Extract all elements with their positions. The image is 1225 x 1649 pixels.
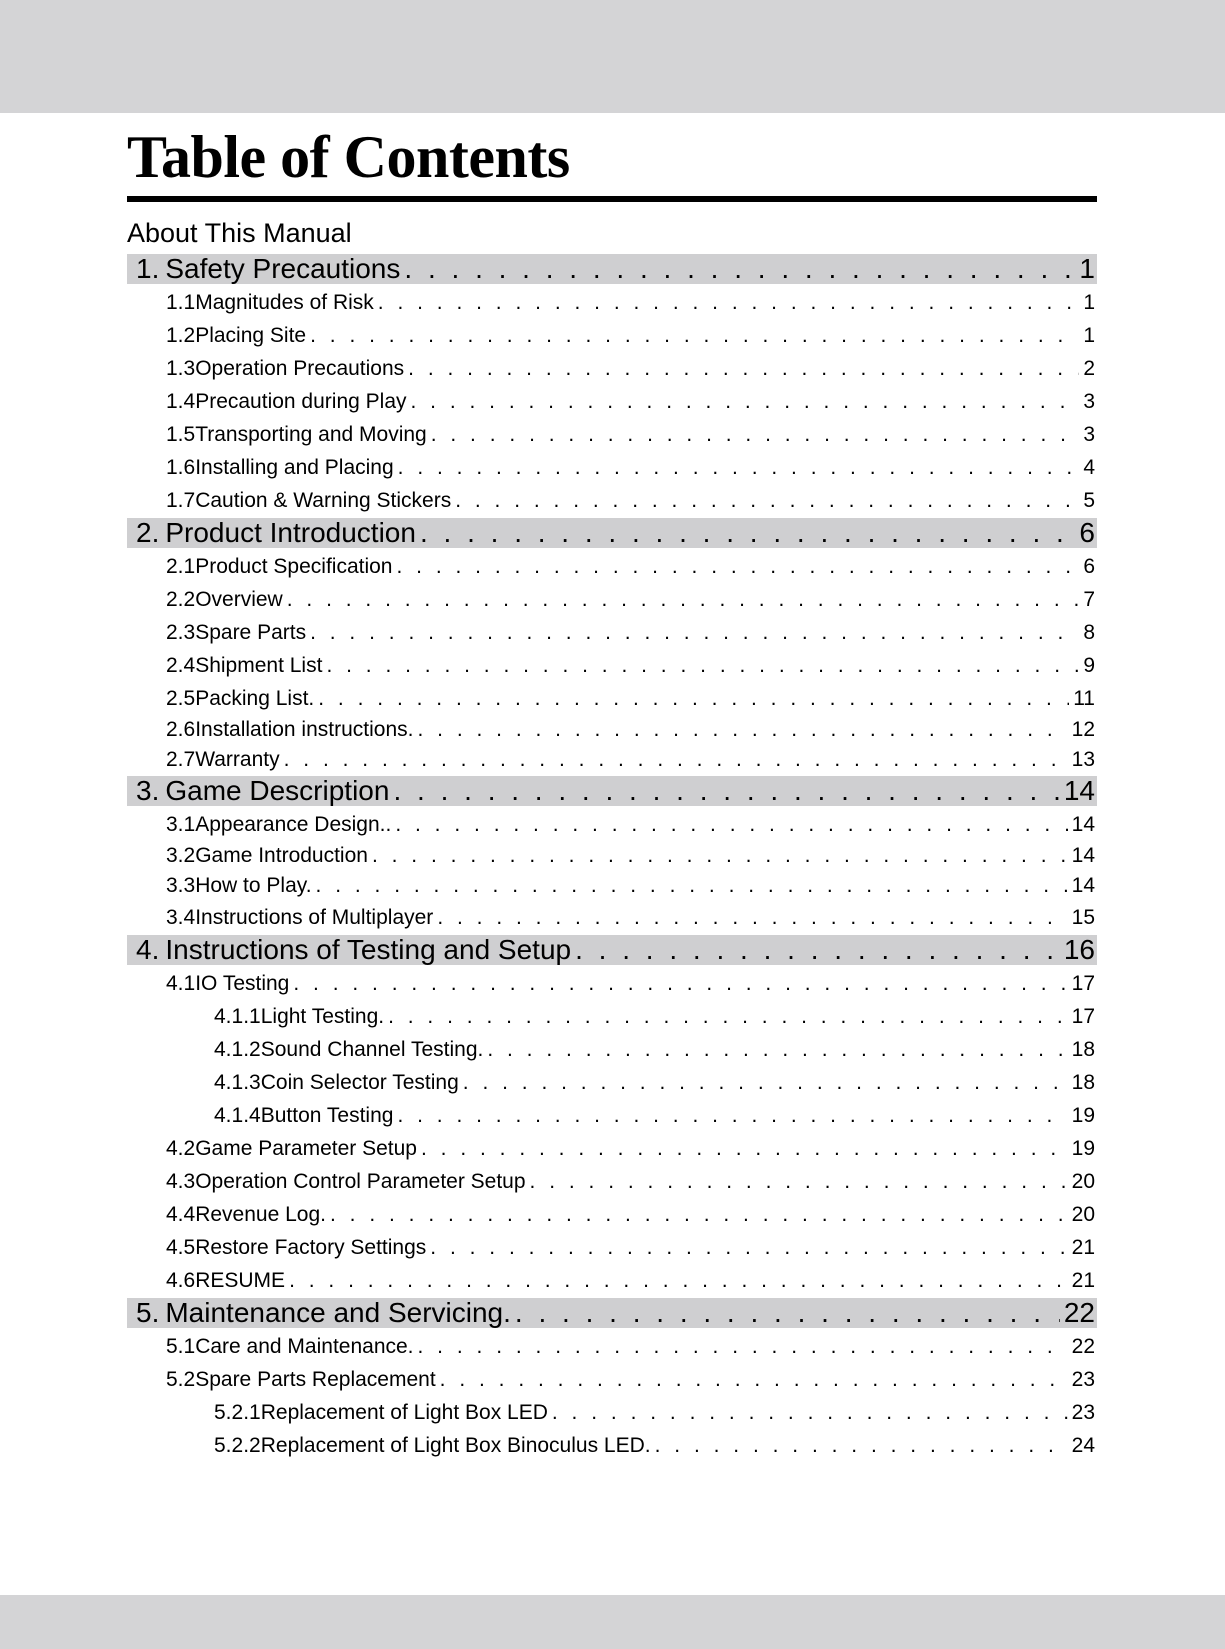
toc-entry[interactable] bbox=[127, 1033, 1097, 1066]
toc-entry-page-number: 13 bbox=[1071, 748, 1095, 771]
dot-leader bbox=[330, 1198, 1068, 1231]
dot-leader bbox=[289, 1264, 1068, 1297]
toc-entry-number: 2.3 bbox=[166, 621, 196, 644]
toc-entry-page-number: 15 bbox=[1071, 906, 1095, 929]
dot-leader bbox=[397, 1099, 1067, 1132]
toc-entry-label: Product Specification bbox=[195, 555, 393, 578]
toc-entry-number: 4.4 bbox=[166, 1203, 196, 1226]
toc-entry-number: 5.2 bbox=[166, 1368, 196, 1391]
toc-entry-page-number: 6 bbox=[1079, 518, 1095, 548]
toc-section-entry[interactable] bbox=[127, 1298, 1097, 1328]
toc-entry-page-number: 9 bbox=[1083, 654, 1095, 677]
toc-entry-label: Coin Selector Testing bbox=[260, 1071, 459, 1094]
toc-entry[interactable] bbox=[127, 1396, 1097, 1429]
toc-entry[interactable] bbox=[127, 1165, 1097, 1198]
dot-leader bbox=[404, 254, 1075, 284]
toc-entry[interactable] bbox=[127, 1429, 1097, 1462]
toc-entry-label: Care and Maintenance. bbox=[195, 1335, 414, 1358]
toc-entry[interactable] bbox=[127, 583, 1097, 616]
toc-section-entry[interactable] bbox=[127, 254, 1097, 284]
toc-entry-page-number: 11 bbox=[1073, 687, 1095, 710]
toc-entry-page-number: 18 bbox=[1071, 1071, 1095, 1094]
dot-leader bbox=[378, 286, 1080, 319]
dot-leader bbox=[440, 1363, 1068, 1396]
toc-entry-label: Game Description bbox=[165, 776, 390, 806]
dot-leader bbox=[395, 808, 1067, 841]
toc-entry-label: Instructions of Multiplayer bbox=[195, 906, 434, 929]
toc-entry-page-number: 17 bbox=[1071, 972, 1095, 995]
toc-section-entry[interactable] bbox=[127, 935, 1097, 965]
toc-entry[interactable] bbox=[127, 808, 1097, 841]
toc-entry-page-number: 22 bbox=[1063, 1298, 1095, 1328]
toc-entry-page-number: 3 bbox=[1083, 390, 1095, 413]
toc-entry-page-number: 3 bbox=[1083, 423, 1095, 446]
toc-entry[interactable] bbox=[127, 967, 1097, 1000]
toc-entry-label: Button Testing bbox=[260, 1104, 394, 1127]
toc-entry-number: 3.2 bbox=[166, 844, 196, 867]
toc-entry-page-number: 8 bbox=[1083, 621, 1095, 644]
toc-entry-label: Spare Parts bbox=[195, 621, 307, 644]
toc-entry-page-number: 19 bbox=[1071, 1104, 1095, 1127]
toc-entry-number: 1.1 bbox=[166, 291, 196, 314]
toc-entry-number: 5.2.2 bbox=[214, 1434, 261, 1457]
dot-leader bbox=[463, 1066, 1068, 1099]
toc-entry-page-number: 4 bbox=[1083, 456, 1095, 479]
toc-entry[interactable] bbox=[127, 451, 1097, 484]
toc-entry-number: 4.5 bbox=[166, 1236, 196, 1259]
dot-leader bbox=[487, 1033, 1067, 1066]
toc-entry-page-number: 21 bbox=[1071, 1236, 1095, 1259]
dot-leader bbox=[284, 745, 1068, 775]
toc-entry[interactable] bbox=[127, 1000, 1097, 1033]
toc-entry-label: Installation instructions. bbox=[195, 718, 414, 741]
toc-entry-number: 1.5 bbox=[166, 423, 196, 446]
toc-entry-page-number: 23 bbox=[1071, 1368, 1095, 1391]
toc-entry[interactable] bbox=[127, 1132, 1097, 1165]
dot-leader bbox=[420, 518, 1075, 548]
dot-leader bbox=[552, 1396, 1068, 1429]
table-of-contents bbox=[127, 253, 1097, 1462]
toc-entry-page-number: 19 bbox=[1071, 1137, 1095, 1160]
toc-entry-label: Warranty bbox=[195, 748, 280, 771]
dot-leader bbox=[431, 418, 1080, 451]
toc-entry[interactable] bbox=[127, 286, 1097, 319]
toc-entry-label: Spare Parts Replacement bbox=[195, 1368, 436, 1391]
toc-entry-label: Restore Factory Settings bbox=[195, 1236, 427, 1259]
toc-entry-label: Operation Precautions bbox=[195, 357, 405, 380]
toc-entry[interactable] bbox=[127, 616, 1097, 649]
toc-entry-page-number: 12 bbox=[1071, 718, 1095, 741]
toc-entry-number: 2.5 bbox=[166, 687, 196, 710]
toc-entry-number: 4.3 bbox=[166, 1170, 196, 1193]
toc-entry-page-number: 23 bbox=[1071, 1401, 1095, 1424]
toc-entry-number: 3.3 bbox=[166, 874, 196, 897]
toc-entry-label: Replacement of Light Box LED bbox=[260, 1401, 548, 1424]
dot-leader bbox=[421, 1132, 1068, 1165]
toc-entry-page-number: 21 bbox=[1071, 1269, 1095, 1292]
toc-entry-label: Product Introduction bbox=[165, 518, 416, 548]
toc-entry-page-number: 20 bbox=[1071, 1203, 1095, 1226]
toc-entry-page-number: 16 bbox=[1063, 935, 1095, 965]
toc-entry[interactable] bbox=[127, 352, 1097, 385]
toc-entry-number: 2. bbox=[136, 518, 160, 548]
toc-entry-page-number: 7 bbox=[1083, 588, 1095, 611]
dot-leader bbox=[408, 352, 1079, 385]
toc-entry-number: 3. bbox=[136, 776, 160, 806]
dot-leader bbox=[293, 967, 1067, 1000]
toc-entry-label: Sound Channel Testing. bbox=[260, 1038, 484, 1061]
toc-entry-label: Caution & Warning Stickers bbox=[195, 489, 452, 512]
toc-entry-number: 4.2 bbox=[166, 1137, 196, 1160]
dot-leader bbox=[388, 1000, 1068, 1033]
toc-entry[interactable] bbox=[127, 841, 1097, 871]
toc-entry-label: Packing List. bbox=[195, 687, 315, 710]
toc-entry-label: Instructions of Testing and Setup bbox=[165, 935, 572, 965]
dot-leader bbox=[310, 319, 1079, 352]
toc-entry-page-number: 20 bbox=[1071, 1170, 1095, 1193]
dot-leader bbox=[396, 550, 1079, 583]
dot-leader bbox=[326, 649, 1079, 682]
toc-entry-label: RESUME bbox=[195, 1269, 286, 1292]
toc-entry[interactable] bbox=[127, 385, 1097, 418]
toc-entry-page-number: 14 bbox=[1071, 813, 1095, 836]
toc-entry-number: 4.1.2 bbox=[214, 1038, 261, 1061]
toc-entry-label: Game Introduction bbox=[195, 844, 368, 867]
toc-entry-about[interactable]: About This Manual bbox=[127, 218, 352, 248]
toc-entry-number: 2.7 bbox=[166, 748, 196, 771]
toc-entry-number: 2.6 bbox=[166, 718, 196, 741]
toc-entry[interactable] bbox=[127, 550, 1097, 583]
toc-entry-label: Replacement of Light Box Binoculus LED. bbox=[260, 1434, 651, 1457]
toc-entry-page-number: 14 bbox=[1063, 776, 1095, 806]
toc-entry[interactable] bbox=[127, 901, 1097, 934]
toc-entry-label: Appearance Design.. bbox=[195, 813, 392, 836]
dot-leader bbox=[455, 484, 1079, 517]
dot-leader bbox=[316, 871, 1068, 901]
dot-leader bbox=[287, 583, 1080, 616]
dot-leader bbox=[418, 1330, 1068, 1363]
toc-entry[interactable] bbox=[127, 418, 1097, 451]
toc-entry-number: 5.2.1 bbox=[214, 1401, 261, 1424]
dot-leader bbox=[655, 1429, 1068, 1462]
toc-entry-number: 2.1 bbox=[166, 555, 196, 578]
toc-entry-number: 1.2 bbox=[166, 324, 196, 347]
toc-entry-number: 5. bbox=[136, 1298, 160, 1328]
toc-entry-number: 3.1 bbox=[166, 813, 196, 836]
toc-entry[interactable] bbox=[127, 871, 1097, 901]
toc-entry-number: 4.1.1 bbox=[214, 1005, 261, 1028]
toc-entry-number: 2.4 bbox=[166, 654, 196, 677]
dot-leader bbox=[393, 776, 1059, 806]
toc-entry-label: Game Parameter Setup bbox=[195, 1137, 417, 1160]
toc-entry[interactable] bbox=[127, 484, 1097, 517]
dot-leader bbox=[310, 616, 1079, 649]
toc-entry-label: Placing Site bbox=[195, 324, 307, 347]
toc-entry-page-number: 17 bbox=[1071, 1005, 1095, 1028]
toc-entry-page-number: 24 bbox=[1071, 1434, 1095, 1457]
toc-entry[interactable] bbox=[127, 715, 1097, 745]
toc-entry-number: 3.4 bbox=[166, 906, 196, 929]
toc-entry-label: Shipment List bbox=[195, 654, 323, 677]
toc-entry-number: 1.7 bbox=[166, 489, 196, 512]
toc-entry-page-number: 2 bbox=[1083, 357, 1095, 380]
page-title: Table of Contents bbox=[127, 124, 570, 190]
toc-entry-page-number: 14 bbox=[1071, 874, 1095, 897]
dot-leader bbox=[372, 841, 1068, 871]
toc-entry[interactable] bbox=[127, 649, 1097, 682]
toc-entry[interactable] bbox=[127, 1330, 1097, 1363]
document-page bbox=[0, 113, 1225, 1595]
toc-entry-page-number: 1 bbox=[1083, 291, 1095, 314]
toc-entry-label: Precaution during Play bbox=[195, 390, 407, 413]
toc-entry-label: Operation Control Parameter Setup bbox=[195, 1170, 526, 1193]
title-rule bbox=[127, 196, 1097, 202]
toc-entry-page-number: 22 bbox=[1071, 1335, 1095, 1358]
toc-entry-number: 4.1 bbox=[166, 972, 196, 995]
dot-leader bbox=[417, 715, 1067, 745]
toc-entry[interactable] bbox=[127, 1264, 1097, 1297]
toc-entry-label: Installing and Placing bbox=[195, 456, 394, 479]
toc-entry-number: 4.6 bbox=[166, 1269, 196, 1292]
dot-leader bbox=[575, 935, 1060, 965]
toc-entry[interactable] bbox=[127, 1066, 1097, 1099]
toc-entry-label: Maintenance and Servicing. bbox=[165, 1298, 511, 1328]
dot-leader bbox=[515, 1298, 1060, 1328]
toc-entry-label: Transporting and Moving bbox=[195, 423, 427, 446]
toc-entry-page-number: 6 bbox=[1083, 555, 1095, 578]
toc-entry[interactable] bbox=[127, 1099, 1097, 1132]
toc-entry-label: Revenue Log. bbox=[195, 1203, 326, 1226]
toc-entry-number: 4. bbox=[136, 935, 160, 965]
toc-entry-number: 4.1.3 bbox=[214, 1071, 261, 1094]
toc-entry-number: 4.1.4 bbox=[214, 1104, 261, 1127]
toc-entry[interactable] bbox=[127, 1231, 1097, 1264]
dot-leader bbox=[411, 385, 1080, 418]
toc-entry-page-number: 5 bbox=[1083, 489, 1095, 512]
toc-entry-number: 1.6 bbox=[166, 456, 196, 479]
dot-leader bbox=[430, 1231, 1067, 1264]
dot-leader bbox=[530, 1165, 1068, 1198]
toc-entry-number: 1.4 bbox=[166, 390, 196, 413]
toc-entry-page-number: 14 bbox=[1071, 844, 1095, 867]
toc-entry-page-number: 18 bbox=[1071, 1038, 1095, 1061]
dot-leader bbox=[437, 901, 1067, 934]
toc-entry-page-number: 1 bbox=[1079, 254, 1095, 284]
toc-entry-number: 2.2 bbox=[166, 588, 196, 611]
toc-entry-number: 1. bbox=[136, 254, 160, 284]
toc-entry-label: Safety Precautions bbox=[165, 254, 401, 284]
toc-section-entry[interactable] bbox=[127, 776, 1097, 806]
toc-entry-label: Overview bbox=[195, 588, 283, 611]
toc-entry[interactable] bbox=[127, 319, 1097, 352]
toc-section-entry[interactable] bbox=[127, 518, 1097, 548]
toc-entry-number: 1.3 bbox=[166, 357, 196, 380]
dot-leader bbox=[398, 451, 1080, 484]
dot-leader bbox=[318, 682, 1069, 715]
toc-entry-label: IO Testing bbox=[195, 972, 290, 995]
toc-entry-label: Light Testing. bbox=[260, 1005, 385, 1028]
toc-entry[interactable] bbox=[127, 682, 1097, 715]
toc-entry[interactable] bbox=[127, 745, 1097, 775]
toc-entry-label: Magnitudes of Risk bbox=[195, 291, 374, 314]
toc-entry-page-number: 1 bbox=[1083, 324, 1095, 347]
toc-entry-label: How to Play. bbox=[195, 874, 312, 897]
toc-entry[interactable] bbox=[127, 1363, 1097, 1396]
toc-entry[interactable] bbox=[127, 1198, 1097, 1231]
toc-entry-number: 5.1 bbox=[166, 1335, 196, 1358]
